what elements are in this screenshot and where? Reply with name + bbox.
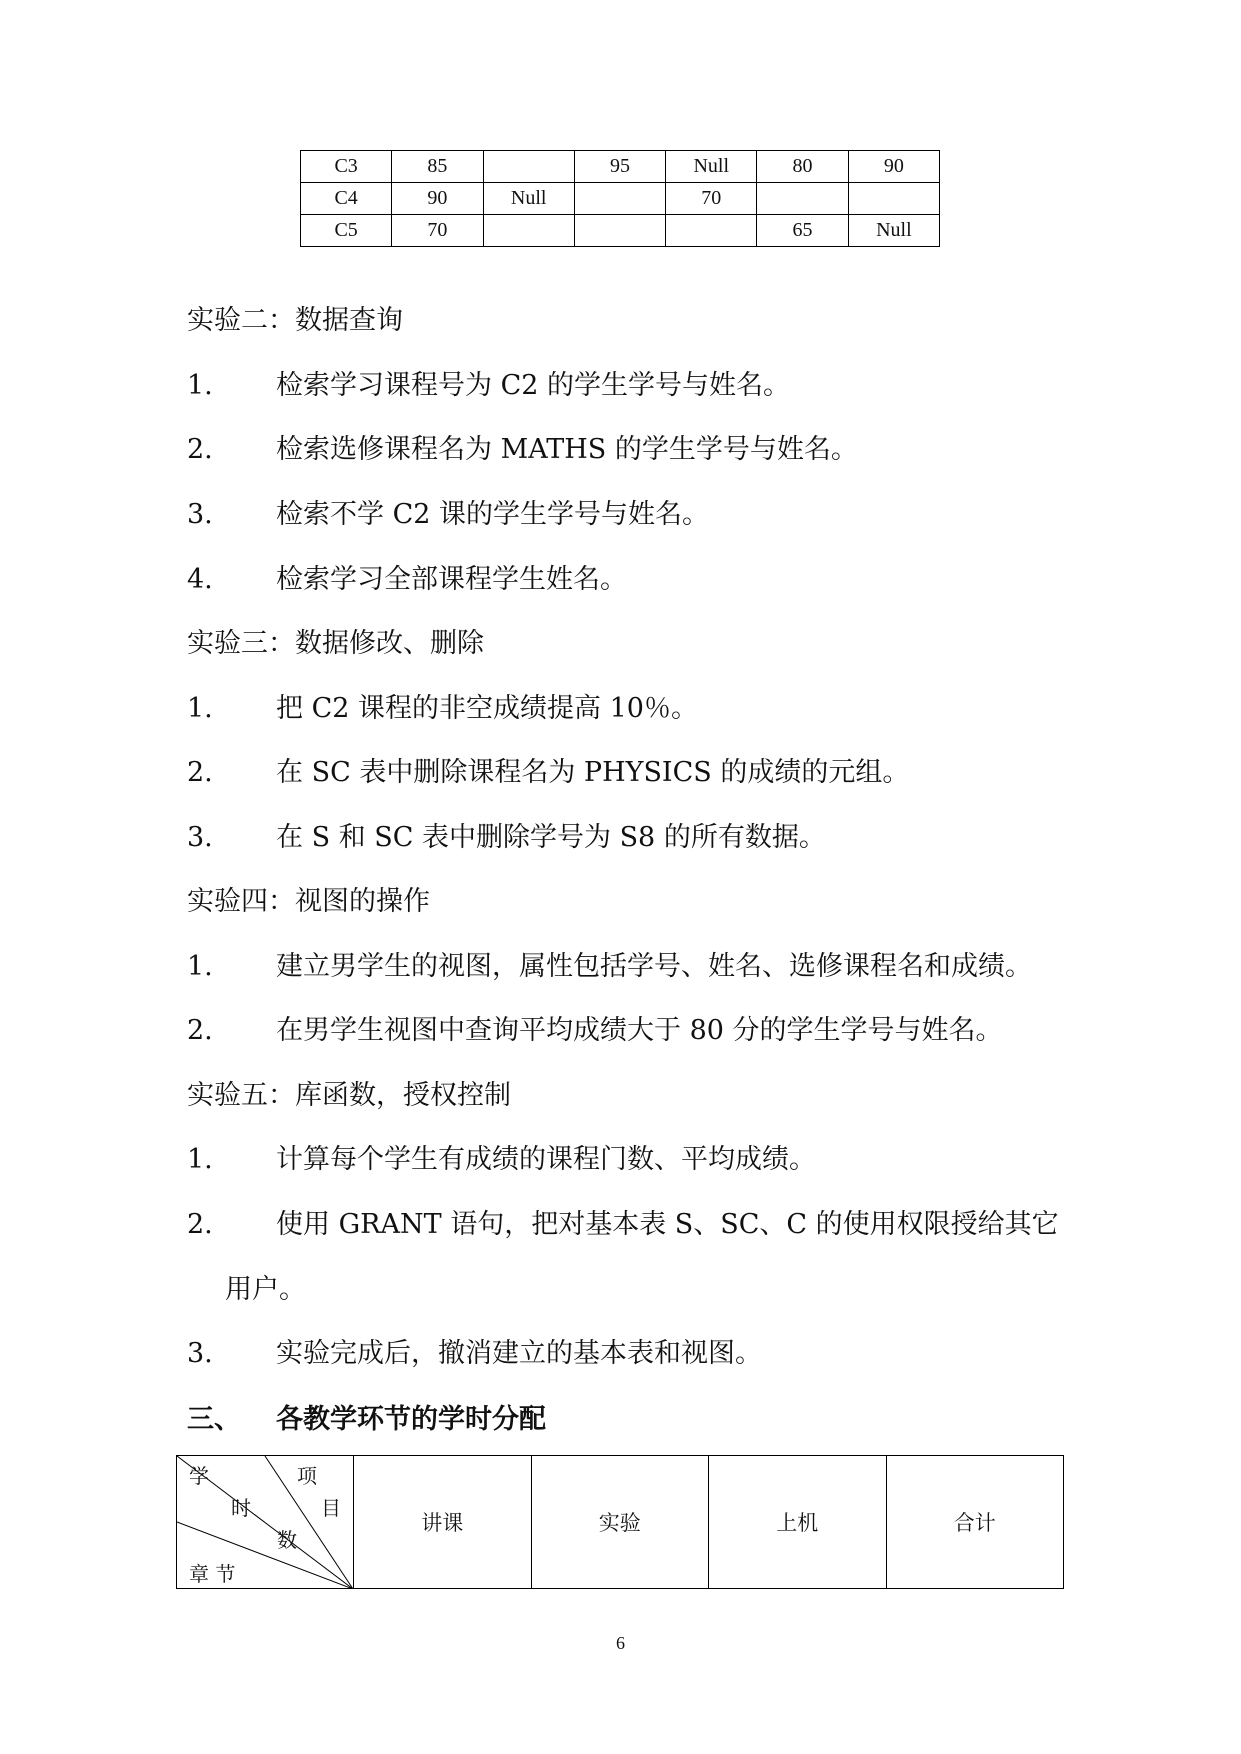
table-cell: 70 [666,183,757,215]
table-cell [666,215,757,247]
list-item-continuation: 用户。 [225,1274,306,1305]
table-cell: 65 [757,215,848,247]
exp2-title: 实验二：数据查询 [187,305,403,336]
diag-label: 项 [297,1464,317,1488]
table-row [301,151,940,183]
header-cell: 讲课 [354,1456,532,1589]
list-item: 1. 计算每个学生有成绩的课程门数、平均成绩。 [187,1144,816,1175]
table-cell: Null [483,183,574,215]
diag-label: 章 节 [189,1562,236,1586]
list-item: 2. 在男学生视图中查询平均成绩大于 80 分的学生学号与姓名。 [187,1015,1003,1046]
table-cell [757,183,848,215]
exp3-title: 实验三：数据修改、删除 [187,628,484,659]
list-item: 3. 实验完成后，撤消建立的基本表和视图。 [187,1338,762,1369]
table-cell: Null [848,215,939,247]
diag-label: 目 [321,1496,341,1520]
table-row [301,183,940,215]
table-cell: C4 [301,183,392,215]
list-item: 2. 使用 GRANT 语句，把对基本表 S、SC、C 的使用权限授给其它 [187,1209,1059,1240]
header-cell: 实验 [531,1456,709,1589]
page-number: 6 [616,1633,625,1653]
list-item: 1. 把 C2 课程的非空成绩提高 10％。 [187,693,698,724]
exp5-title: 实验五：库函数，授权控制 [187,1080,511,1111]
hours-table [176,1455,1064,1589]
table-cell [483,215,574,247]
table-cell [848,183,939,215]
table-cell: 90 [392,183,483,215]
diag-label: 时 [231,1496,251,1520]
table-cell: Null [666,151,757,183]
table-cell [483,151,574,183]
table-cell: C3 [301,151,392,183]
table-cell: C5 [301,215,392,247]
diagonal-header-cell [177,1456,354,1589]
list-item: 1. 建立男学生的视图，属性包括学号、姓名、选修课程名和成绩。 [187,951,1032,982]
list-item: 2. 在 SC 表中删除课程名为 PHYSICS 的成绩的元组。 [187,757,910,788]
table-cell [574,215,665,247]
header-cell: 合计 [886,1456,1064,1589]
diag-label: 数 [277,1528,297,1552]
table-cell: 90 [848,151,939,183]
list-item: 4. 检索学习全部课程学生姓名。 [187,564,627,595]
table-cell: 95 [574,151,665,183]
list-item: 3. 在 S 和 SC 表中删除学号为 S8 的所有数据。 [187,822,826,853]
section-heading: 三、 各教学环节的学时分配 [187,1404,546,1435]
header-cell: 上机 [709,1456,887,1589]
scores-table [300,150,940,247]
exp4-title: 实验四：视图的操作 [187,886,430,917]
diag-label: 学 [189,1464,209,1488]
table-row [301,215,940,247]
table-cell: 70 [392,215,483,247]
table-cell [574,183,665,215]
list-item: 2. 检索选修课程名为 MATHS 的学生学号与姓名。 [187,434,858,465]
list-item: 1. 检索学习课程号为 C2 的学生学号与姓名。 [187,370,791,401]
table-cell: 80 [757,151,848,183]
table-cell: 85 [392,151,483,183]
list-item: 3. 检索不学 C2 课的学生学号与姓名。 [187,499,710,530]
